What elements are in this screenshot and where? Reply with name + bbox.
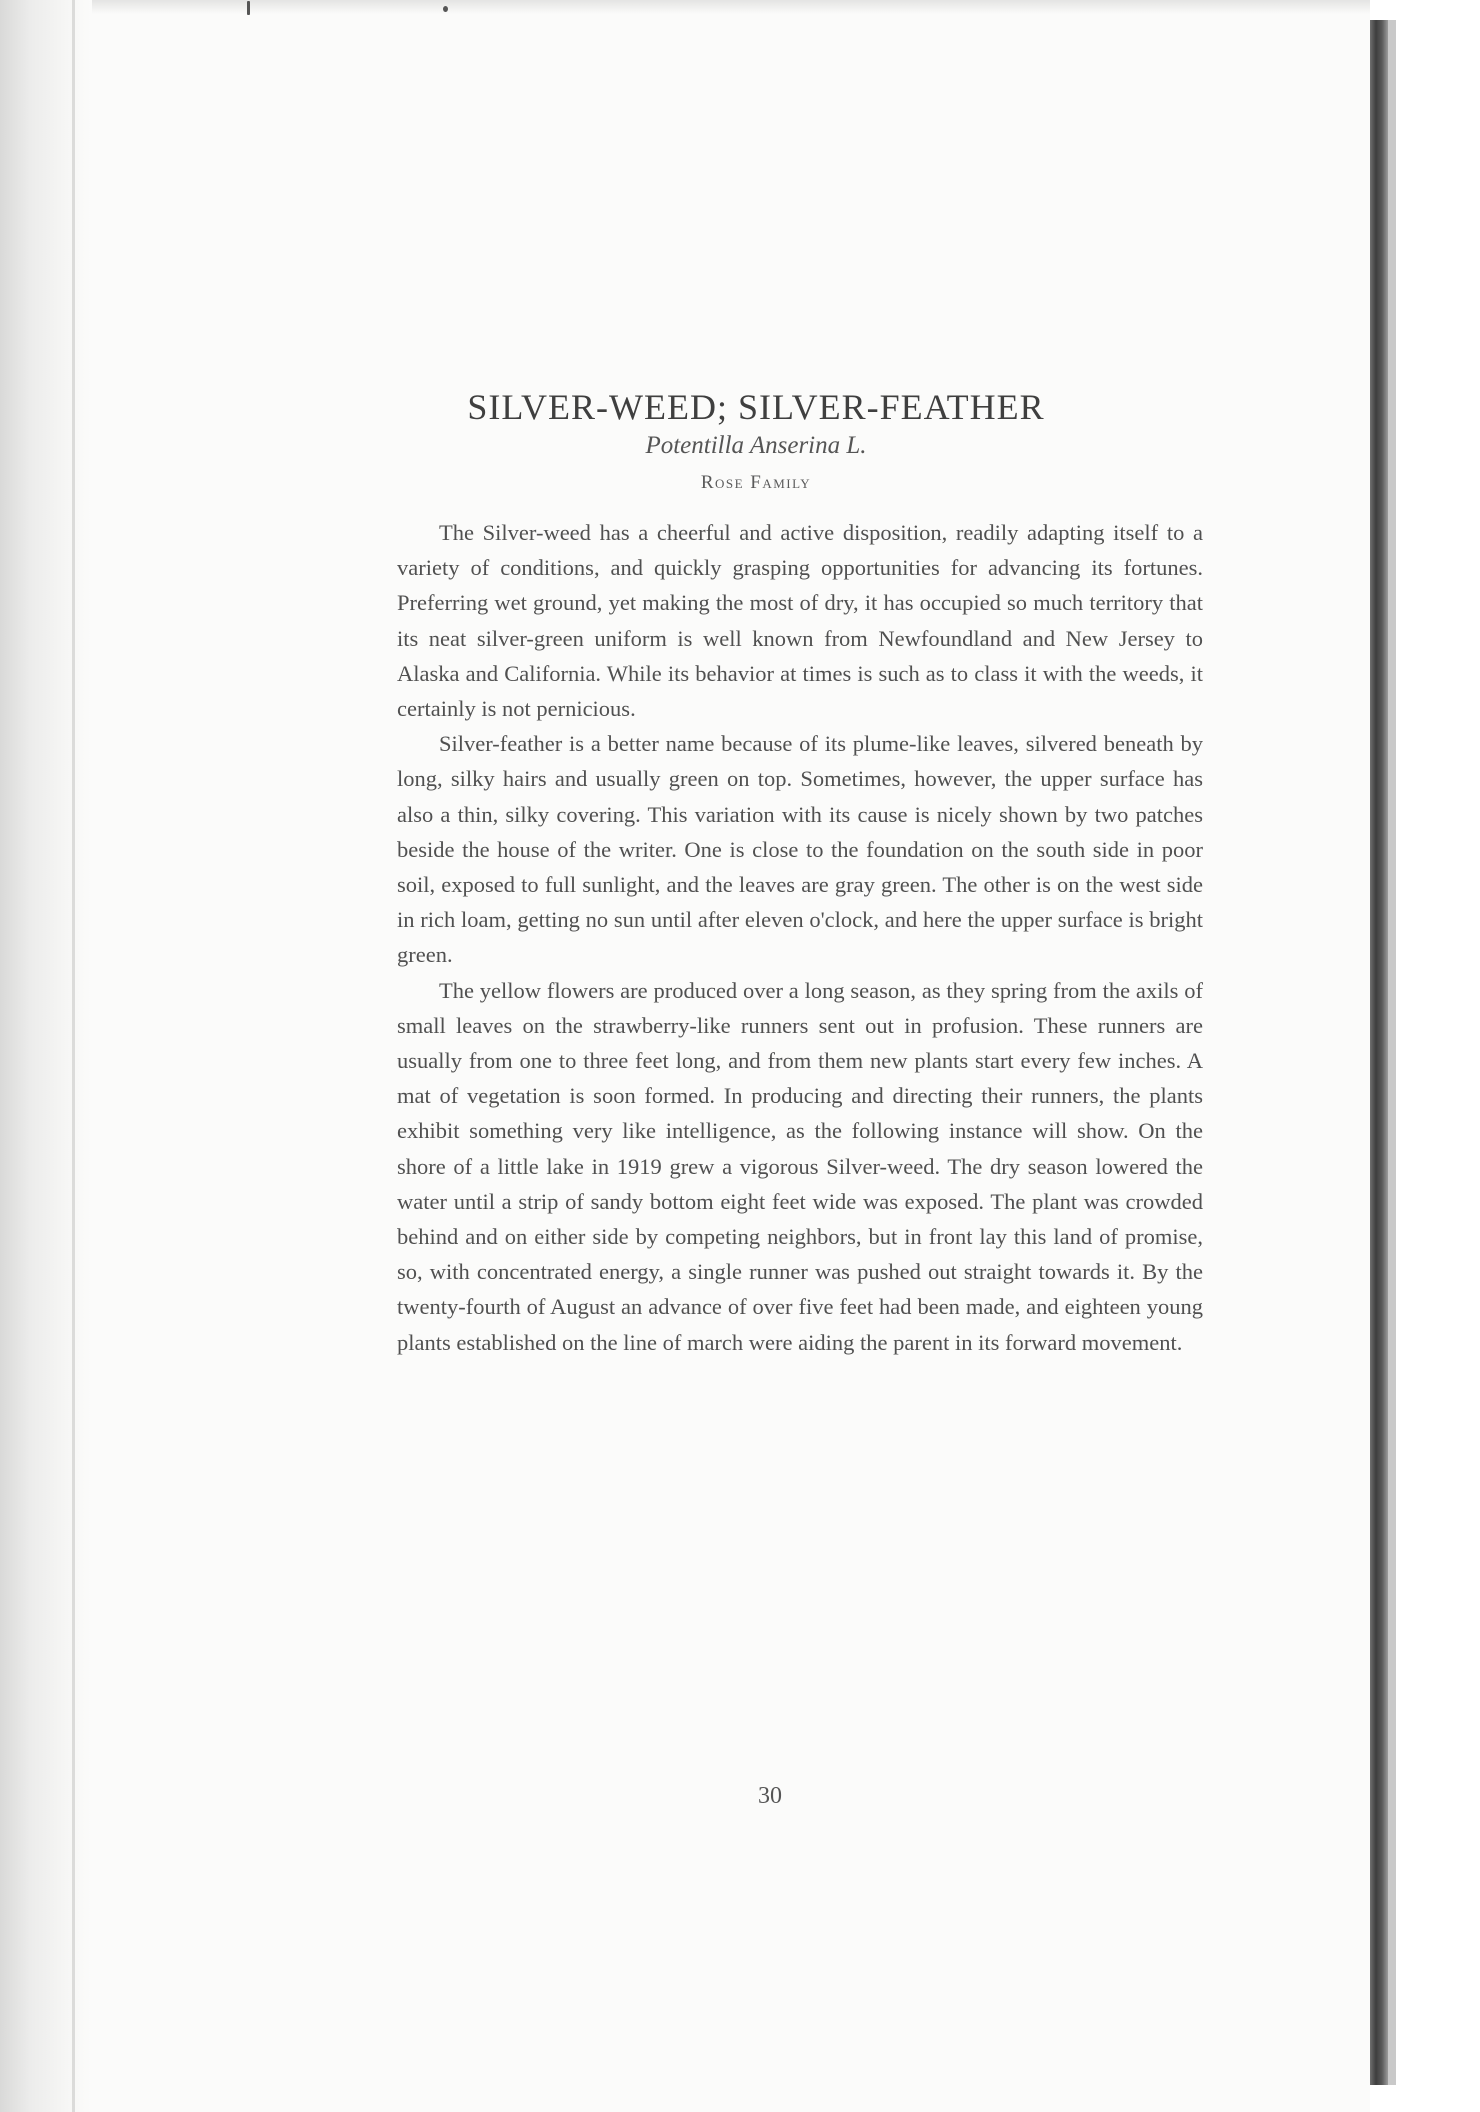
binding-line (72, 0, 75, 2112)
binding-shadow (0, 0, 92, 2112)
plant-family: Rose Family (700, 472, 812, 493)
page-title: SILVER-WEED; SILVER-FEATHER (467, 387, 1045, 428)
body-text (397, 515, 1203, 1360)
paragraph: Silver-feather is a better name because of its plume-like leaves, silvered beneath by long, silky hairs and usually green on top. Sometimes, however, the upper surface has also a thin, silky covering. This variation with its cause is nicely shown by two patches beside the house of the writer. One is close to the foundation on the south side in poor soil, exposed to full sunlight, and the leaves are gray green. The other is on the west side in rich loam, getting no sun until after eleven o'clock, and here the upper surface is bright green. (397, 731, 1203, 968)
page-edge-light (1388, 20, 1396, 2085)
top-shadow (92, 0, 1370, 14)
scan-speck (247, 1, 250, 15)
paragraph: The yellow flowers are produced over a long season, as they spring from the axils of small leaves on the strawberry-like runners sent out in profusion. These runners are usually from one to three feet long, and from them new plants start every few inches. A mat of vegetation is soon formed. In producing and directing their runners, the plants exhibit something very like intelligence, as the following instance will show. On the shore of a little lake in 1919 grew a vigorous Silver-weed. The dry season lowered the water until a strip of sandy bottom eight feet wide was exposed. The plant was crowded behind and on either side by competing neighbors, but in front lay this land of promise, so, with concentrated energy, a single runner was pushed out straight towards it. By the twenty-fourth of August an advance of over five feet had been made, and eighteen young plants established on the line of march were aiding the parent in its forward movement. (397, 977, 1203, 1355)
scan-speck (443, 6, 448, 12)
page-number: 30 (758, 1783, 782, 1809)
paragraph: The Silver-weed has a cheerful and active disposition, readily adapting itself to a variety of conditions, and quickly grasping opportunities for advancing its fortunes. Preferring wet ground, yet making the most of dry, it has occupied so much territory that its neat silver-green uniform is well known from Newfoundland and New Jersey to Alaska and California. While its behavior at times is such as to class it with the weeds, it certainly is not pernicious. (397, 520, 1203, 722)
page-edge-dark (1370, 20, 1388, 2085)
scientific-name: Potentilla Anserina L. (645, 432, 867, 459)
